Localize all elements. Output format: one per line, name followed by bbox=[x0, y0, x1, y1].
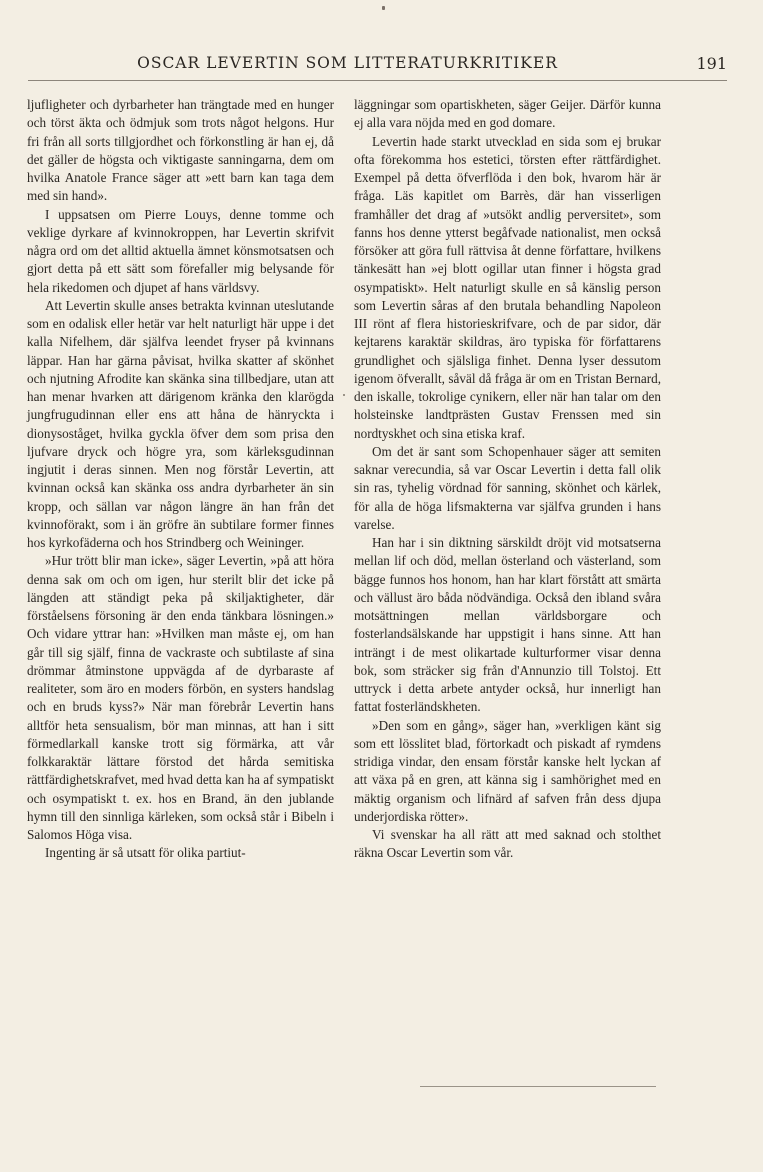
page-number: 191 bbox=[696, 54, 727, 73]
paragraph: Levertin hade starkt utvecklad en sida som ej brukar ofta förekomma hos estetici, törsten efter rättfärdighet. Exempel på detta öfverflöda i den bok, hvarom här är fråga. Läs kapitlet om Barrès, där han visserligen framhåller det drag af »utsökt andlig perversitet», som fanns hos denne ytterst begåfvade nationalist, men också försöker att göra full rättvisa åt denne författare, hvilkens tänkesätt han »ej blott ogillar utan finner i högsta grad osympatiskt». Helt naturligt skulle en så känslig person som Levertin såras af den brutala behandling Napoleon III rönt af flera historieskrifvare, och de par sidor, där kejtarens karaktär skildras, äro typiska för författarens grundlighet och själsliga finhet. Denna lyser dessutom igenom öfverallt, såväl då fråga är om en Tristan Bernard, den iskalle, tokrolige cynikern, eller när han talar om den holsteinske landtprästen Gustav Frenssen med sin nordtyskhet och sina etiska kraf. bbox=[354, 133, 661, 441]
ink-speck bbox=[382, 6, 385, 10]
paragraph: Vi svenskar ha all rätt att med saknad och stolthet räkna Oscar Levertin som vår. bbox=[354, 827, 661, 861]
paragraph: Att Levertin skulle anses betrakta kvinnan uteslutande som en odalisk eller hetär var helt naturligt här uppe i det kalla Nifelhem, där själfva leendet fryser på kvinnans läppar. Han har gärna påvisat, hvilka skatter af skönhet och njutning Afrodite kan skänka sina tillbedjare, utan att han menar hvarken att därigenom kränka den klarögda jungfrugudinnan eller ens att håna de hänryckta i dionysoståget, hvilka gyckla öfver dem som prisa den ljufvare dryck och högre yra, som kärleksgudinnan ingjutit i deras sinnen. Men nog förstår Levertin, att kvinnan också kan skänka oss andra dyrbarheter än sin kropp, och sällan var någon längre än han från det kvinnoförakt, som i än gröfre än subtilare former finnes hos kyrkofäderna och hos Strindberg och Weininger. bbox=[27, 297, 334, 550]
paragraph: »Den som en gång», säger han, »verkligen känt sig som ett lösslitet blad, förtorkadt och piskadt af rymdens stridiga vindar, den ensam förstår kanske helt lyckan af att växa på en gren, att känna sig i samhörighet med en mäktig organism och lifnärd af safven från dess djupa underjordiska rötter». bbox=[354, 717, 661, 824]
left-column bbox=[27, 96, 334, 863]
header-rule bbox=[28, 80, 727, 81]
margin-speck bbox=[343, 394, 345, 396]
paragraph: Ingenting är så utsatt för olika partiut- bbox=[45, 845, 246, 861]
paragraph: »Hur trött blir man icke», säger Levertin, »på att höra denna sak om och om igen, hur sterilt blir det icke på längden att ständigt peka på skiljaktigheter, där förståelsens försoning är den enda tänkbara lösningen.» Och vidare yttrar han: »Hvilken man måste ej, om han går till sig själf, finna de vackraste och subtilaste af sina drömmar åtminstone uppvägda af de dyrbaraste af realiteter, som äro en moders förbön, en systers handslag och en bruds kyss?» När man förebrår Levertin hans alltför heta sensualism, bör man minnas, att han i sitt förmedlarkall kanske trott sig förmärka, att vår folkkaraktär lättare förstod det hårda semitiska rättfärdighetskrafvet, med hvad detta kan ha af sympatiskt och osympatiskt t. ex. hos en Brand, än den jublande hymn till den sinnliga kärleken, som också står i Bibeln i Salomos Höga visa. bbox=[27, 553, 334, 842]
page-header bbox=[28, 54, 727, 78]
paragraph: ljufligheter och dyrbarheter han trängtade med en hunger och törst äkta och ödmjuk som trots något helgons. Hur fri från all sorts tillgjordhet och förkonstling är han ej, då det gäller de högsta och viktigaste sanningarna, dem om hvilka Anatole France säger att »ett barn kan taga dem med sin hand». bbox=[27, 97, 334, 204]
paragraph: Om det är sant som Schopenhauer säger att semiten saknar verecundia, så var Oscar Levertin i detta fall olik sin ras, tyhelig vördnad för sanning, skönhet och kärlek, för alla de höga lifsmakterna var själfva grunden i hans varelse. bbox=[354, 443, 661, 532]
closing-rule bbox=[420, 1086, 656, 1087]
right-column bbox=[354, 96, 661, 863]
paragraph: läggningar som opartiskheten, säger Geijer. Därför kunna ej alla vara nöjda med en god domare. bbox=[354, 97, 661, 131]
paragraph: I uppsatsen om Pierre Louys, denne tomme och veklige dyrkare af kvinnokroppen, har Levertin skrifvit några ord om det alltid aktuella ämnet könsmotsatsen och gjort detta på ett sätt som förefaller mig belysande för hela rikedomen och djupet af hans världsvy. bbox=[27, 206, 334, 295]
paragraph: Han har i sin diktning särskildt dröjt vid motsatserna mellan lif och död, mellan österland och västerland, som bägge funnos hos honom, han har klart förstått att smärta och vällust äro båda nödvändiga. Också den ibland svåra motsättningen mellan världsborgare och fosterlandsälskande har uppstigit i hans sinne. Att han inträngt i de mest olikartade kulturformer visar denna bok, som sträcker sig från d'Annunzio till Tolstoj. Ett uttryck i detta arbete antyder också, hur innerligt han fattat fosterländskheten. bbox=[354, 535, 661, 715]
running-title: OSCAR LEVERTIN SOM LITTERATURKRITIKER bbox=[137, 54, 558, 72]
